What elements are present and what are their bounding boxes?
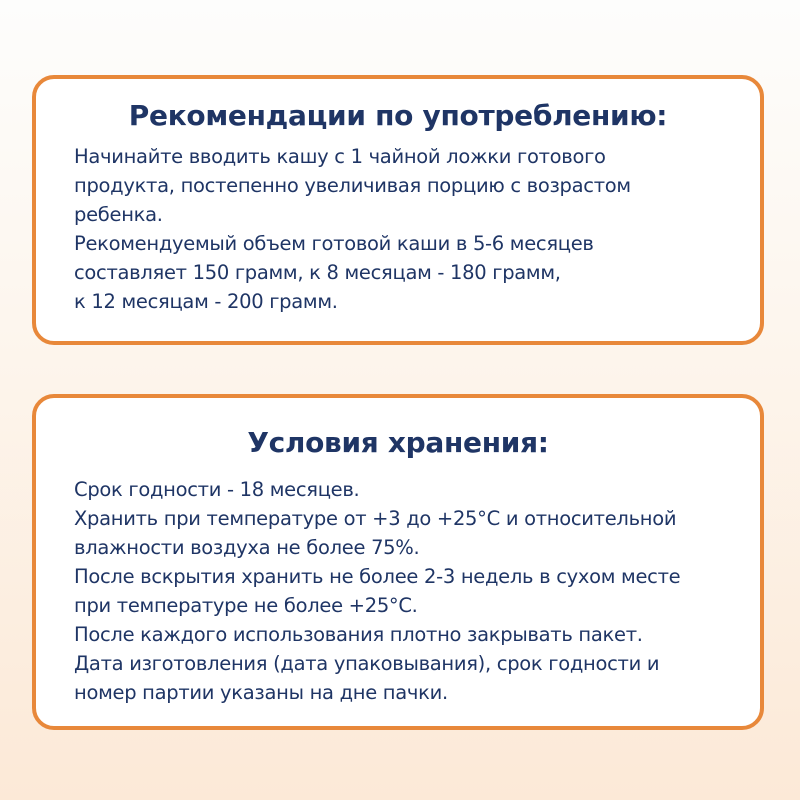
storage-line: Дата изготовления (дата упаковывания), срок годности и (74, 652, 660, 675)
usage-line: продукта, постепенно увеличивая порцию с возрастом (74, 174, 631, 197)
usage-line: Начинайте вводить кашу с 1 чайной ложки готового (74, 145, 606, 168)
storage-line: После вскрытия хранить не более 2-3 недель в сухом месте (74, 565, 681, 588)
storage-conditions-card (32, 394, 764, 730)
storage-title: Условия хранения: (247, 426, 549, 459)
storage-line: при температуре не более +25°С. (74, 594, 418, 617)
usage-line: Рекомендуемый объем готовой каши в 5-6 месяцев (74, 232, 594, 255)
usage-line: к 12 месяцам - 200 грамм. (74, 290, 338, 313)
usage-recommendations-card (32, 75, 764, 345)
storage-line: номер партии указаны на дне пачки. (74, 681, 448, 704)
usage-title: Рекомендации по употреблению: (128, 99, 668, 132)
storage-line: После каждого использования плотно закрывать пакет. (74, 623, 643, 646)
usage-line: составляет 150 грамм, к 8 месяцам - 180 грамм, (74, 261, 561, 284)
storage-text (36, 475, 760, 707)
storage-line: Срок годности - 18 месяцев. (74, 478, 360, 501)
storage-line: Хранить при температуре от +3 до +25°С и относительной (74, 507, 677, 530)
usage-line: ребенка. (74, 203, 163, 226)
usage-text (36, 142, 760, 316)
storage-line: влажности воздуха не более 75%. (74, 536, 420, 559)
